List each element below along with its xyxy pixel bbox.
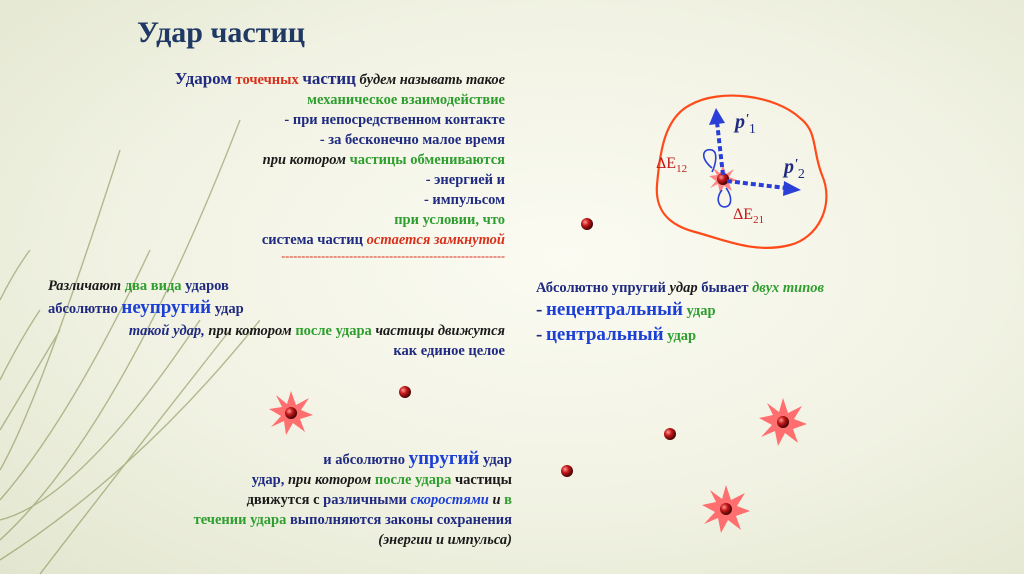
condition-text: при условии, что (394, 212, 505, 228)
e21-sub: 21 (753, 214, 765, 226)
right-udar: удар (669, 280, 698, 296)
e12-label: ΔE (656, 155, 677, 172)
p2-arrow (727, 181, 786, 188)
impulse-text: - импульсом (423, 192, 505, 208)
p1-prime: ' (745, 112, 749, 127)
elastic-dvizhutsya: движутся с (246, 492, 320, 508)
budem-text: будем называть такое (359, 72, 505, 88)
elastic-udar: удар (483, 452, 512, 468)
elastic-i: и (323, 452, 332, 468)
e21-label: ΔE (733, 206, 754, 223)
elastic-abs: абсолютно (335, 452, 405, 468)
pri-kotorom-2: при котором (208, 323, 292, 339)
elastic-chastitsy: частицы (454, 472, 512, 488)
elastic-udar2: удар, (251, 472, 285, 488)
posle-udara: после удара (295, 323, 372, 339)
svg-text:ΔE12 (656, 155, 687, 175)
inelastic-abs: абсолютно (48, 301, 118, 317)
p1-arrow (717, 122, 723, 175)
page-title: Удар частиц (137, 16, 306, 49)
right-udar2: удар (686, 303, 716, 319)
elastic-posle: после удара (374, 472, 452, 488)
dashes-divider: -------------------------------------------------------- (281, 249, 505, 263)
elastic-i2: и (492, 492, 501, 508)
elastic-v: в (504, 492, 512, 508)
elastic-speeds: скоростями (410, 492, 489, 508)
inelastic-word: неупругий (121, 297, 212, 318)
kak-edinoe: как единое целое (393, 343, 505, 359)
chastits-word: частиц (302, 69, 356, 88)
right-central: центральный (545, 324, 664, 345)
svg-text:ΔE21 (733, 206, 764, 226)
takoy-udar: такой удар, (128, 323, 205, 339)
elastic-laws: выполняются законы сохранения (289, 512, 512, 528)
right-tipov: типов (782, 280, 825, 296)
p2-prime: ' (794, 157, 798, 172)
mech-text: механическое взаимодействие (307, 92, 505, 108)
p2-arrowhead (783, 181, 801, 196)
p2-sub: 2 (797, 167, 805, 182)
elastic-pri-kotorom: при котором (287, 472, 372, 488)
chastitsy-dvizh: частицы движутся (375, 323, 505, 339)
contact-text: - при непосредственном контакте (284, 112, 505, 128)
elastic-techenii: течении удара (193, 512, 287, 528)
e12-sub: 12 (676, 163, 688, 175)
right-abs-upr: Абсолютно упругий (536, 280, 666, 296)
pri-kotorom-text: при котором (262, 152, 346, 168)
svg-text:p'1 (733, 111, 756, 137)
system-text: система частиц (261, 232, 364, 248)
time-text: - за бесконечно малое время (319, 132, 505, 148)
right-dash2: - (536, 324, 543, 345)
energy-transfer-curl (704, 150, 716, 172)
tochechnyh-word: точечных (235, 72, 299, 88)
p2-label: p (784, 156, 794, 178)
inelastic-udar: удар (214, 301, 244, 317)
p1-sub: 1 (748, 122, 756, 137)
elastic-word: упругий (408, 448, 480, 469)
obmen-text: частицы обмениваются (349, 152, 505, 168)
razlich-text: Различают (48, 278, 122, 294)
udarom-word: Ударом (174, 69, 232, 88)
p1-arrowhead (709, 108, 725, 125)
right-noncentral: нецентральный (545, 299, 683, 320)
right-dvuh: двух (752, 280, 780, 296)
dva-vida-text: два вида (124, 278, 182, 294)
elastic-razl: различными (323, 492, 407, 508)
elastic-paren: (энергии и импульса) (378, 532, 512, 548)
closed-text: остается замкнутой (366, 232, 505, 248)
udarov-text: ударов (185, 278, 229, 294)
right-dash1: - (536, 299, 543, 320)
right-byvaet: бывает (701, 280, 749, 296)
svg-text:p'2 (782, 156, 805, 182)
energy-text: - энергией и (425, 172, 505, 188)
right-udar3: удар (667, 328, 697, 344)
p1-label: p (735, 111, 745, 133)
